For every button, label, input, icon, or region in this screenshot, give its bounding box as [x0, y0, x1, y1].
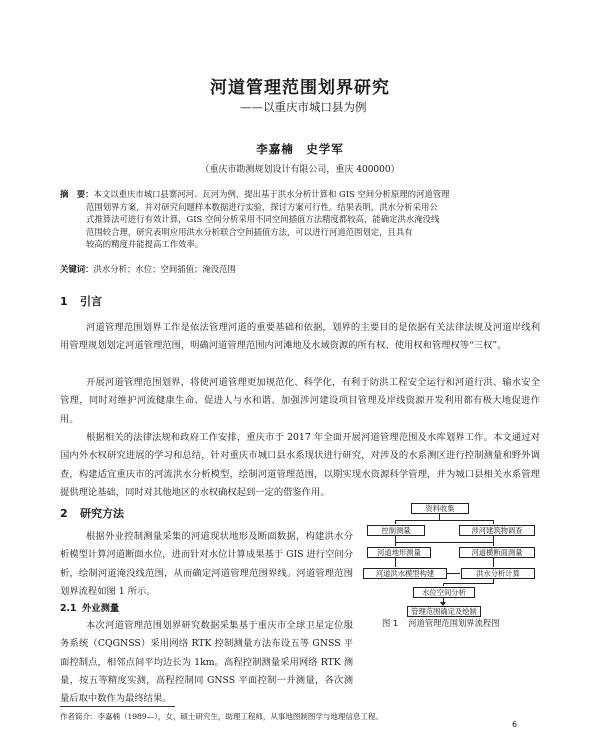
abstract — [60, 188, 545, 251]
section-number: 1 — [60, 295, 68, 308]
flow-box-section: 河道横断面测量 — [459, 547, 535, 558]
flow-box-model: 河道洪水模型构建 — [363, 568, 447, 579]
flow-connector — [493, 536, 494, 546]
flow-box-collect: 资料收集 — [411, 503, 469, 514]
flow-connector — [443, 583, 444, 586]
abstract-line: 较高的精度并能提高工作效率。 — [86, 239, 204, 250]
keywords-label: 关键词： — [60, 264, 94, 274]
flow-connector — [493, 558, 494, 567]
section-heading — [60, 505, 124, 521]
flow-box-range: 管理范围确定及绘制 — [407, 606, 481, 617]
flow-connector — [395, 558, 396, 567]
footnote: 作者简介：李嘉楠（1989—），女，硕士研究生，助理工程师，从事地图制图学与地理信息工程。 — [60, 712, 383, 721]
abstract-label: 摘 要： — [60, 189, 94, 199]
flow-connector — [395, 542, 396, 546]
abstract-line — [60, 188, 545, 201]
figure-caption — [382, 617, 500, 629]
keywords — [60, 263, 545, 275]
page-number: 6 — [512, 720, 518, 729]
subsection-title: 外业测量 — [82, 603, 120, 614]
figure-caption-text: 河道管理范围划界流程图 — [408, 618, 500, 628]
abstract-line: 范围较合理，研究表明应用洪水分析联合空间插值方法，可以进行河道范围划定，且具有 — [86, 226, 413, 237]
flowchart — [363, 503, 539, 615]
section-title: 研究方法 — [80, 507, 124, 520]
flow-connector — [493, 520, 494, 524]
section-heading — [60, 293, 102, 309]
figure-number: 图 1 — [382, 618, 399, 628]
subsection-number: 2.1 — [60, 603, 77, 614]
flow-connector — [395, 520, 493, 521]
flow-box-flood: 洪水分析计算 — [461, 568, 535, 579]
authors: 李嘉楠 史学军 — [256, 142, 344, 156]
flow-box-control: 控制测量 — [367, 525, 425, 536]
flow-box-level: 水位空间分析 — [413, 587, 475, 598]
keywords-text: 洪水分析；水位；空间插值；淹没范围 — [93, 264, 236, 274]
abstract-line: 范围划界方案，并对研究问题样本数据进行实验，探讨方案可行性。结果表明，洪水分析采用公 — [86, 201, 438, 212]
paragraph: 本次河道管理范围划界研究数据采集基于重庆市全球卫星定位服务系统（CQGNSS）采用网络 RTK 控制测量方法布设五等 GNSS 平面控制点，相邻点间平均边长为 1km。高程控制测量采用网络 RTK 测量，按五等精度实测，高程控制同 GNSS 平面控制一并测量，各次测量后取中数作为最终结果。 — [60, 620, 353, 705]
subsection-heading — [60, 600, 119, 614]
section-title: 引言 — [80, 295, 102, 308]
flow-connector — [446, 573, 460, 574]
footnote-rule — [60, 706, 175, 707]
paragraph: 根据外业控制测量采集的河道现状地形及断面数据，构建洪水分析模型计算河道断面水位，进而针对水位计算成果基于 GIS 进行空间分析，绘制河道淹没线范围，从而确定河道管理范围界线。河道管理范围划界流程如图 1 所示。 — [60, 531, 353, 597]
paper-title: 河道管理范围划界研究 — [210, 78, 390, 98]
abstract-text: 本文以重庆市城口县寨河河、瓦河为例，提出基于洪水分析计算和 GIS 空间分析原理的河道管理 — [93, 189, 450, 199]
flow-connector — [395, 542, 493, 543]
flow-connector — [395, 520, 396, 524]
section-number: 2 — [60, 507, 68, 520]
paper-subtitle: ——以重庆市城口县为例 — [240, 100, 367, 114]
flow-box-topo: 河道地形测量 — [367, 547, 431, 558]
flow-connector — [443, 583, 494, 584]
paragraph: 开展河道管理范围划界，将使河道管理更加规范化、科学化，有利于防洪工程安全运行和河道行洪、输水安全管理，同时对维护河流健康生命、促进人与水和谐、加强涉河建设项目管理及岸线资源开发利用都有极大地促进作用。 — [60, 377, 540, 425]
paragraph: 河道管理范围划界工作是依法管理河道的重要基础和依据，划界的主要目的是依据有关法律法规及河道岸线利用管理规划划定河道管理范围，明确河道管理范围内河滩地及水域资源的所有权、使用权和管理权等“三权”。 — [60, 322, 540, 352]
abstract-line: 式推算法可进行有效计算，GIS 空间分析采用不同空间插值方法精度都较高，能确定洪水淹没线 — [86, 214, 440, 225]
paragraph: 根据相关的法律法规和政府工作安排，重庆市于 2017 年全面开展河道管理范围及水库划界工作。本文通过对国内外水权研究进展的学习和总结，针对重庆市城口县水系现状进行研究，对涉及的水系测区进行控制测量和野外调查，构建适宜重庆市的河流洪水分析模型，绘制河道管理范围，以期实现水资源科学管理，并为城口县相关水系管理提供理论基础，同时对其他地区的水权确权起到一定的借鉴作用。 — [60, 432, 540, 498]
affiliation: （重庆市勘测规划设计有限公司，重庆 400000） — [200, 165, 400, 175]
flow-box-survey: 涉河建筑物调查 — [459, 525, 535, 536]
